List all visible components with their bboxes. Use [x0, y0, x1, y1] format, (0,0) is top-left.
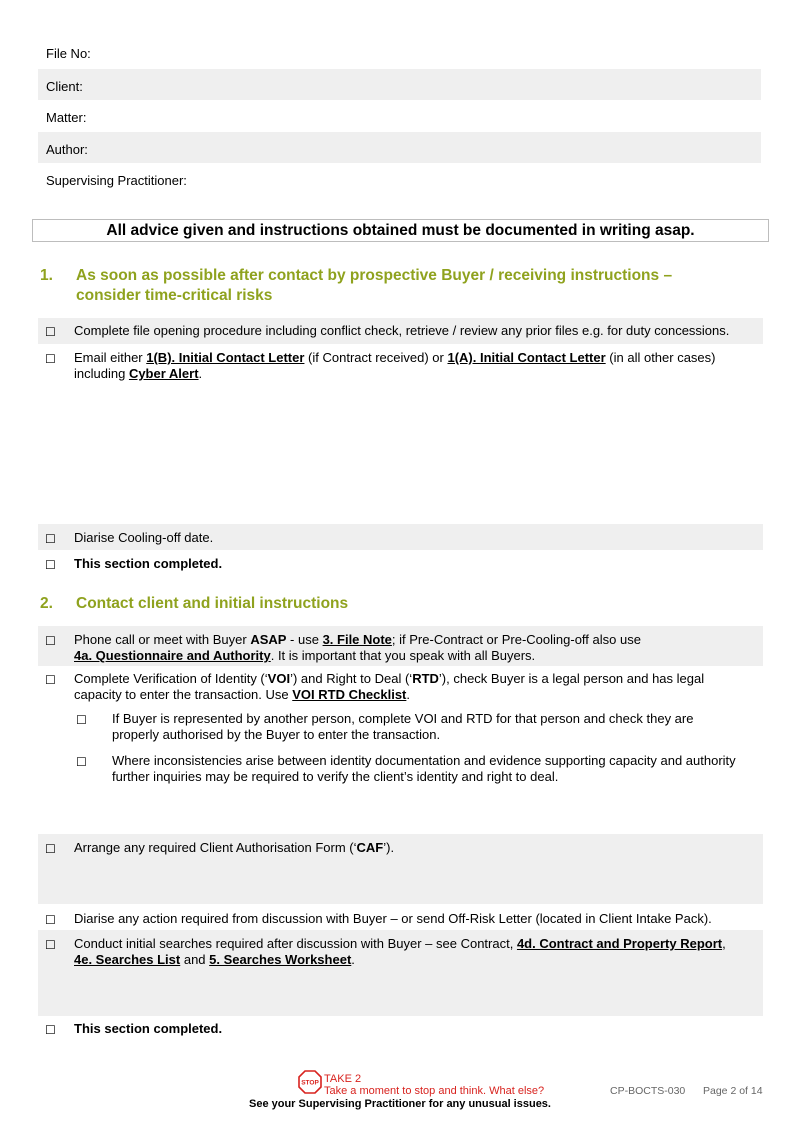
- s2-item2-checkbox[interactable]: ☐: [45, 673, 56, 687]
- s2-item3-checkbox[interactable]: ☐: [45, 842, 56, 856]
- matter-label: Matter:: [46, 110, 87, 125]
- section-2-number: 2.: [40, 595, 53, 612]
- file-note-link[interactable]: 3. File Note: [322, 632, 392, 647]
- s1-item3-text: Diarise Cooling-off date.: [74, 530, 214, 545]
- s2-sub2-line1: Where inconsistencies arise between identity documentation and evidence supporting capacity and authority: [112, 753, 736, 768]
- client-field-shade: [38, 69, 761, 100]
- s2-item1-t4: . It is important that you speak with all Buyers.: [270, 648, 536, 663]
- s2-item2-t5: .: [406, 687, 410, 702]
- rtd-bold: RTD: [412, 671, 439, 686]
- s1-item2-t3: (in all other cases): [605, 350, 716, 365]
- searches-worksheet-link[interactable]: 5. Searches Worksheet: [209, 952, 352, 967]
- searches-list-link[interactable]: 4e. Searches List: [74, 952, 181, 967]
- documentation-banner: All advice given and instructions obtained must be documented in writing asap.: [32, 219, 769, 242]
- s1-item2-t1: Email either: [74, 350, 147, 365]
- s2-item3-t1: Arrange any required Client Authorisation Form (‘: [74, 840, 357, 855]
- page-number: Page 2 of 14: [703, 1085, 763, 1097]
- s2-completed-text: This section completed.: [74, 1021, 223, 1036]
- author-label: Author:: [46, 142, 88, 157]
- s2-item4-text: Diarise any action required from discussion with Buyer – or send Off-Risk Letter (located in Client Intake Pack).: [74, 911, 712, 926]
- s1-item2-t2: (if Contract received) or: [304, 350, 448, 365]
- s2-item5-t2: ,: [722, 936, 726, 951]
- s1-item3-checkbox[interactable]: ☐: [45, 532, 56, 546]
- s2-item2-t3: ’), check Buyer is a legal person and has legal: [438, 671, 705, 686]
- s2-sub2-line2: further inquiries may be required to verify the client’s identity and right to deal.: [112, 769, 559, 784]
- file-no-label: File No:: [46, 46, 91, 61]
- section-1-number: 1.: [40, 267, 53, 284]
- initial-contact-letter-1a-link[interactable]: 1(A). Initial Contact Letter: [447, 350, 606, 365]
- s2-item2-t4: capacity to enter the transaction. Use: [74, 687, 293, 702]
- questionnaire-authority-link[interactable]: 4a. Questionnaire and Authority: [74, 648, 271, 663]
- contract-property-report-link[interactable]: 4d. Contract and Property Report: [516, 936, 723, 951]
- s2-item1-checkbox[interactable]: ☐: [45, 634, 56, 648]
- s2-item3-text: [74, 840, 394, 856]
- voi-rtd-checklist-link[interactable]: VOI RTD Checklist: [292, 687, 407, 702]
- s1-completed-checkbox[interactable]: ☐: [45, 558, 56, 572]
- section-1-title-line1: As soon as possible after contact by prospective Buyer / receiving instructions –: [76, 267, 673, 284]
- s2-item5-t4: .: [351, 952, 355, 967]
- s2-item2-line1: [74, 671, 704, 687]
- s1-item2-line2: [74, 366, 202, 382]
- supervising-practitioner-label: Supervising Practitioner:: [46, 173, 187, 188]
- section-1-title-line2: consider time-critical risks: [76, 287, 273, 304]
- author-field-shade: [38, 132, 761, 163]
- s2-sub1-line1: If Buyer is represented by another person, complete VOI and RTD for that person and check they are: [112, 711, 694, 726]
- s2-item5-line1: [74, 936, 726, 952]
- s1-item1-checkbox[interactable]: ☐: [45, 325, 56, 339]
- asap-bold: ASAP: [250, 632, 287, 647]
- voi-bold: VOI: [267, 671, 291, 686]
- supervising-notice: See your Supervising Practitioner for any unusual issues.: [249, 1098, 551, 1110]
- initial-contact-letter-1b-link[interactable]: 1(B). Initial Contact Letter: [146, 350, 305, 365]
- s2-item1-line1: [74, 632, 641, 648]
- take2-text: Take a moment to stop and think. What else?: [324, 1085, 545, 1097]
- s2-item2-t2: ’) and Right to Deal (‘: [290, 671, 413, 686]
- stop-sign-icon: [298, 1070, 322, 1094]
- stop-sign-label: STOP: [301, 1079, 319, 1087]
- s2-item5-t3: and: [180, 952, 210, 967]
- s1-item1-text: Complete file opening procedure including conflict check, retrieve / review any prior files e.g. for duty concessions.: [74, 323, 730, 338]
- take2-title: TAKE 2: [324, 1073, 362, 1085]
- s2-sub1-line2: properly authorised by the Buyer to enter the transaction.: [112, 727, 441, 742]
- s2-item2-line2: [74, 687, 410, 703]
- s2-item1-t3: ; if Pre-Contract or Pre-Cooling-off also use: [391, 632, 641, 647]
- s2-item2-t1: Complete Verification of Identity (‘: [74, 671, 268, 686]
- s2-item1-line2: [74, 648, 535, 664]
- s2-item4-checkbox[interactable]: ☐: [45, 913, 56, 927]
- s1-item2-t5: .: [198, 366, 203, 381]
- s2-completed-checkbox[interactable]: ☐: [45, 1023, 56, 1037]
- cyber-alert-link[interactable]: Cyber Alert: [128, 366, 199, 381]
- s2-item5-t1: Conduct initial searches required after discussion with Buyer – see Contract,: [74, 936, 517, 951]
- s1-completed-text: This section completed.: [74, 556, 223, 571]
- s2-item1-t2: - use: [286, 632, 323, 647]
- s2-sub1-checkbox[interactable]: ☐: [76, 713, 87, 727]
- document-code: CP-BOCTS-030: [610, 1085, 686, 1097]
- s1-item2-t4: including: [74, 366, 129, 381]
- caf-bold: CAF: [356, 840, 384, 855]
- s2-item5-checkbox[interactable]: ☐: [45, 938, 56, 952]
- s2-item1-t1: Phone call or meet with Buyer: [74, 632, 251, 647]
- s1-item2-checkbox[interactable]: ☐: [45, 352, 56, 366]
- s2-item5-line2: [74, 952, 355, 968]
- client-label: Client:: [46, 79, 83, 94]
- s2-sub2-checkbox[interactable]: ☐: [76, 755, 87, 769]
- section-2-title: Contact client and initial instructions: [76, 595, 349, 612]
- s1-item2-line1: [74, 350, 716, 366]
- s2-item3-t2: ’).: [383, 840, 395, 855]
